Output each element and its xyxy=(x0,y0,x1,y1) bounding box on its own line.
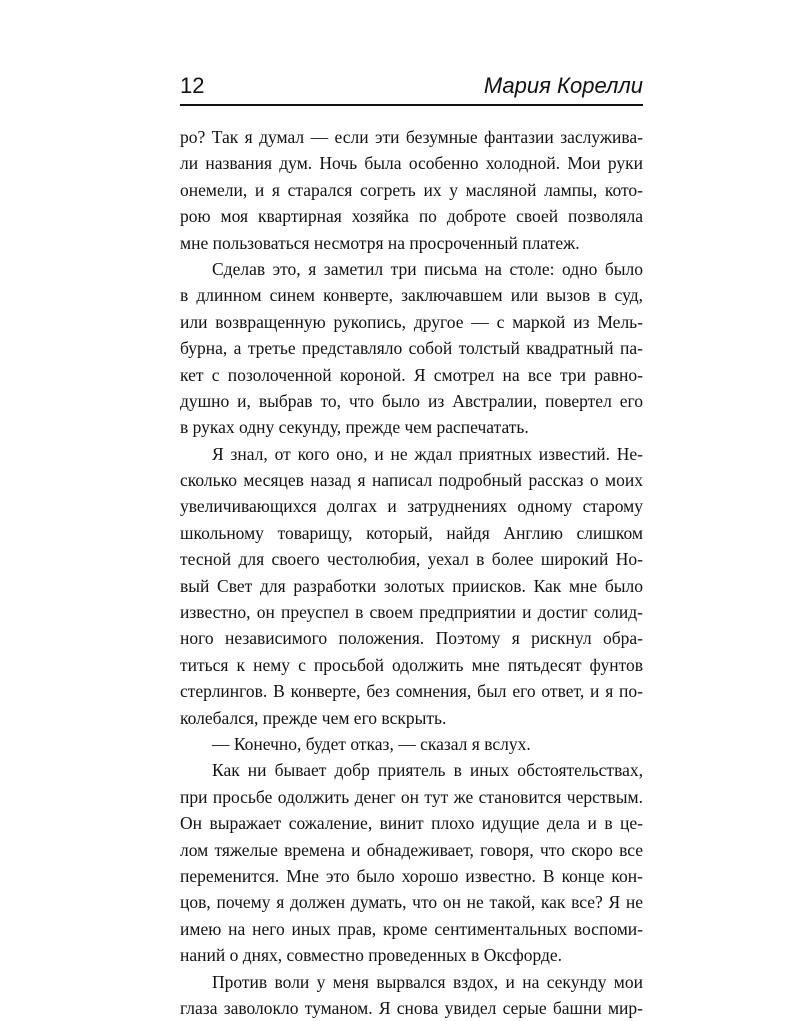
text-line: школьному товарищу, который, найдя Англию слишком xyxy=(180,522,643,543)
text-line: лом тяжелые времена и обнадеживает, говоря, что скоро все xyxy=(180,839,643,860)
text-line: известно, он преуспел в своем предприятии и достиг солид- xyxy=(180,602,643,623)
text-line: Он выражает сожаление, винит плохо идущие дела и в це- xyxy=(180,813,643,834)
text-line: в руках одну секунду, прежде чем распечатать. xyxy=(180,417,529,438)
text-line: ли названия дум. Ночь была особенно холодной. Мои руки xyxy=(180,153,643,174)
text-line: или возвращенную рукопись, другое — с маркой из Мель- xyxy=(180,311,643,332)
text-line: тесной для своего честолюбия, уехал в более широкий Но- xyxy=(180,549,643,570)
text-line: мне пользоваться несмотря на просроченный платеж. xyxy=(180,232,580,253)
text-line: сколько месяцев назад я написал подробный рассказ о моих xyxy=(180,470,643,491)
text-line: Против воли у меня вырвался вздох, и на секунду мои xyxy=(212,971,643,992)
text-line: бурна, а третье представляло собой толстый квадратный па- xyxy=(180,338,643,359)
running-title: Мария Корелли xyxy=(483,73,643,98)
text-line: кет с позолоченной короной. Я смотрел на все три равно- xyxy=(180,364,643,385)
text-line: вый Свет для разработки золотых приисков. Как мне было xyxy=(180,575,643,596)
text-line: ро? Так я думал — если эти безумные фантазии заслужива- xyxy=(180,127,643,147)
text-line: Как ни бывает добр приятель в иных обстоятельствах, xyxy=(212,760,643,781)
text-line: — Конечно, будет отказ, — сказал я вслух. xyxy=(212,733,531,754)
text-line: цов, почему я должен думать, что он не такой, как все? Я не xyxy=(180,892,643,913)
text-line: в длинном синем конверте, заключавшем или вызов в суд, xyxy=(180,285,643,306)
text-line: при просьбе одолжить денег он тут же становится черствым. xyxy=(180,786,643,807)
text-line: титься к нему с просьбой одолжить мне пятьдесят фунтов xyxy=(180,654,643,675)
text-line: душно и, выбрав то, что было из Австралии, повертел его xyxy=(180,390,643,411)
text-line: переменится. Мне это было хорошо известно. В конце кон- xyxy=(180,865,643,886)
text-line: глаза заволокло туманом. Я снова увидел серые башни мир- xyxy=(180,997,643,1018)
text-line: Сделав это, я заметил три письма на столе: одно было xyxy=(212,258,643,279)
text-line: наний о днях, совместно проведенных в Оксфорде. xyxy=(180,945,563,966)
body-text xyxy=(180,124,643,1021)
text-line: рою моя квартирная хозяйка по доброте своей позволяла xyxy=(180,206,643,227)
page-number: 12 xyxy=(180,73,205,98)
text-line: увеличивающихся долгах и затруднениях одному старому xyxy=(180,496,643,517)
text-line: ного независимого положения. Поэтому я рискнул обра- xyxy=(180,628,643,649)
text-line: колебался, прежде чем его вскрыть. xyxy=(180,707,447,728)
text-line: стерлингов. В конверте, без сомнения, был его ответ, и я по- xyxy=(180,681,643,702)
text-line: онемели, и я старался согреть их у масляной лампы, кото- xyxy=(180,179,643,200)
page-header xyxy=(180,72,643,106)
text-line: имею на него иных прав, кроме сентиментальных воспоми- xyxy=(180,918,643,939)
text-line: Я знал, от кого оно, и не ждал приятных известий. Не- xyxy=(212,443,643,464)
